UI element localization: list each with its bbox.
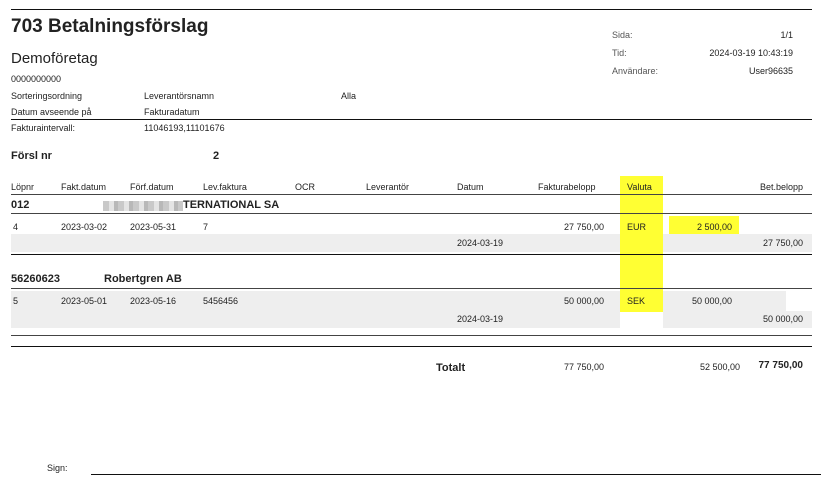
valuta-column-highlight (620, 176, 663, 312)
row-faktdatum: 2023-05-01 (61, 296, 108, 306)
param-sort-label: Sorteringsordning (11, 91, 83, 101)
total-rule-2 (11, 346, 812, 347)
col-valuta: Valuta (627, 182, 652, 192)
param-sort-value: Leverantörsnamn (144, 91, 215, 101)
sign-line (91, 474, 821, 475)
report-title: 703 Betalningsförslag (11, 16, 209, 37)
param-interval-label: Fakturaintervall: (11, 123, 76, 133)
supplier-name: TERNATIONAL SA (183, 199, 280, 211)
row-fakturabelopp: 27 750,00 (563, 222, 604, 232)
meta-page-value: 1/1 (780, 30, 793, 40)
col-levfaktura: Lev.faktura (203, 182, 247, 192)
param-sort-extra: Alla (341, 91, 357, 101)
col-leverantor: Leverantör (366, 182, 410, 192)
col-datum: Datum (457, 182, 484, 192)
total-betbelopp: 77 750,00 (758, 360, 803, 371)
supplier-id: 56260623 (11, 273, 60, 285)
forsl-label: Försl nr (11, 150, 52, 162)
supplier-name: Robertgren AB (104, 273, 182, 285)
group-rule (11, 288, 812, 289)
row-amount: 2 500,00 (696, 222, 732, 232)
col-lopnr: Löpnr (11, 182, 35, 192)
meta-time-label: Tid: (612, 48, 627, 58)
subtotal-band (11, 311, 620, 328)
param-date-label: Datum avseende på (11, 107, 92, 117)
sub-betbelopp: 27 750,00 (762, 238, 803, 248)
sign-label: Sign: (47, 463, 68, 473)
org-number: 0000000000 (11, 74, 62, 84)
col-faktdatum: Fakt.datum (61, 182, 107, 192)
meta-page-label: Sida: (612, 30, 633, 40)
sub-betbelopp: 50 000,00 (762, 314, 803, 324)
row-forfdatum: 2023-05-16 (130, 296, 177, 306)
row-valuta: EUR (627, 222, 647, 232)
total-amount: 52 500,00 (699, 362, 740, 372)
param-date-value: Fakturadatum (144, 107, 200, 117)
total-label: Totalt (436, 362, 466, 374)
sub-datum: 2024-03-19 (457, 314, 504, 324)
param-interval-value: 11046193,11101676 (144, 123, 225, 133)
forsl-value: 2 (213, 150, 220, 162)
total-fakturabelopp: 77 750,00 (563, 362, 604, 372)
header-rule (11, 194, 812, 195)
col-betbelopp: Bet.belopp (759, 182, 803, 192)
group-rule (11, 213, 812, 214)
group-end-rule (11, 254, 812, 255)
row-amount: 50 000,00 (691, 296, 732, 306)
params-rule (11, 119, 812, 120)
total-rule-1 (11, 335, 812, 336)
meta-time-value: 2024-03-19 10:43:19 (709, 48, 793, 58)
row-forfdatum: 2023-05-31 (130, 222, 177, 232)
meta-user-value: User96635 (748, 66, 793, 76)
sub-datum: 2024-03-19 (457, 238, 504, 248)
col-forfdatum: Förf.datum (130, 182, 174, 192)
row-faktdatum: 2023-03-02 (61, 222, 108, 232)
row-levfaktura: 5456456 (203, 296, 239, 306)
redacted-name (103, 201, 183, 211)
row-levfaktura: 7 (203, 222, 209, 232)
row-lopnr: 5 (13, 296, 19, 306)
top-rule (11, 9, 812, 10)
col-fakturabelopp: Fakturabelopp (538, 182, 596, 192)
col-ocr: OCR (295, 182, 315, 192)
company-name: Demoföretag (11, 50, 98, 67)
meta-user-label: Användare: (612, 66, 659, 76)
row-lopnr: 4 (13, 222, 19, 232)
row-valuta: SEK (627, 296, 646, 306)
subtotal-band (11, 234, 620, 252)
row-fakturabelopp: 50 000,00 (563, 296, 604, 306)
supplier-id: 012 (11, 199, 30, 211)
